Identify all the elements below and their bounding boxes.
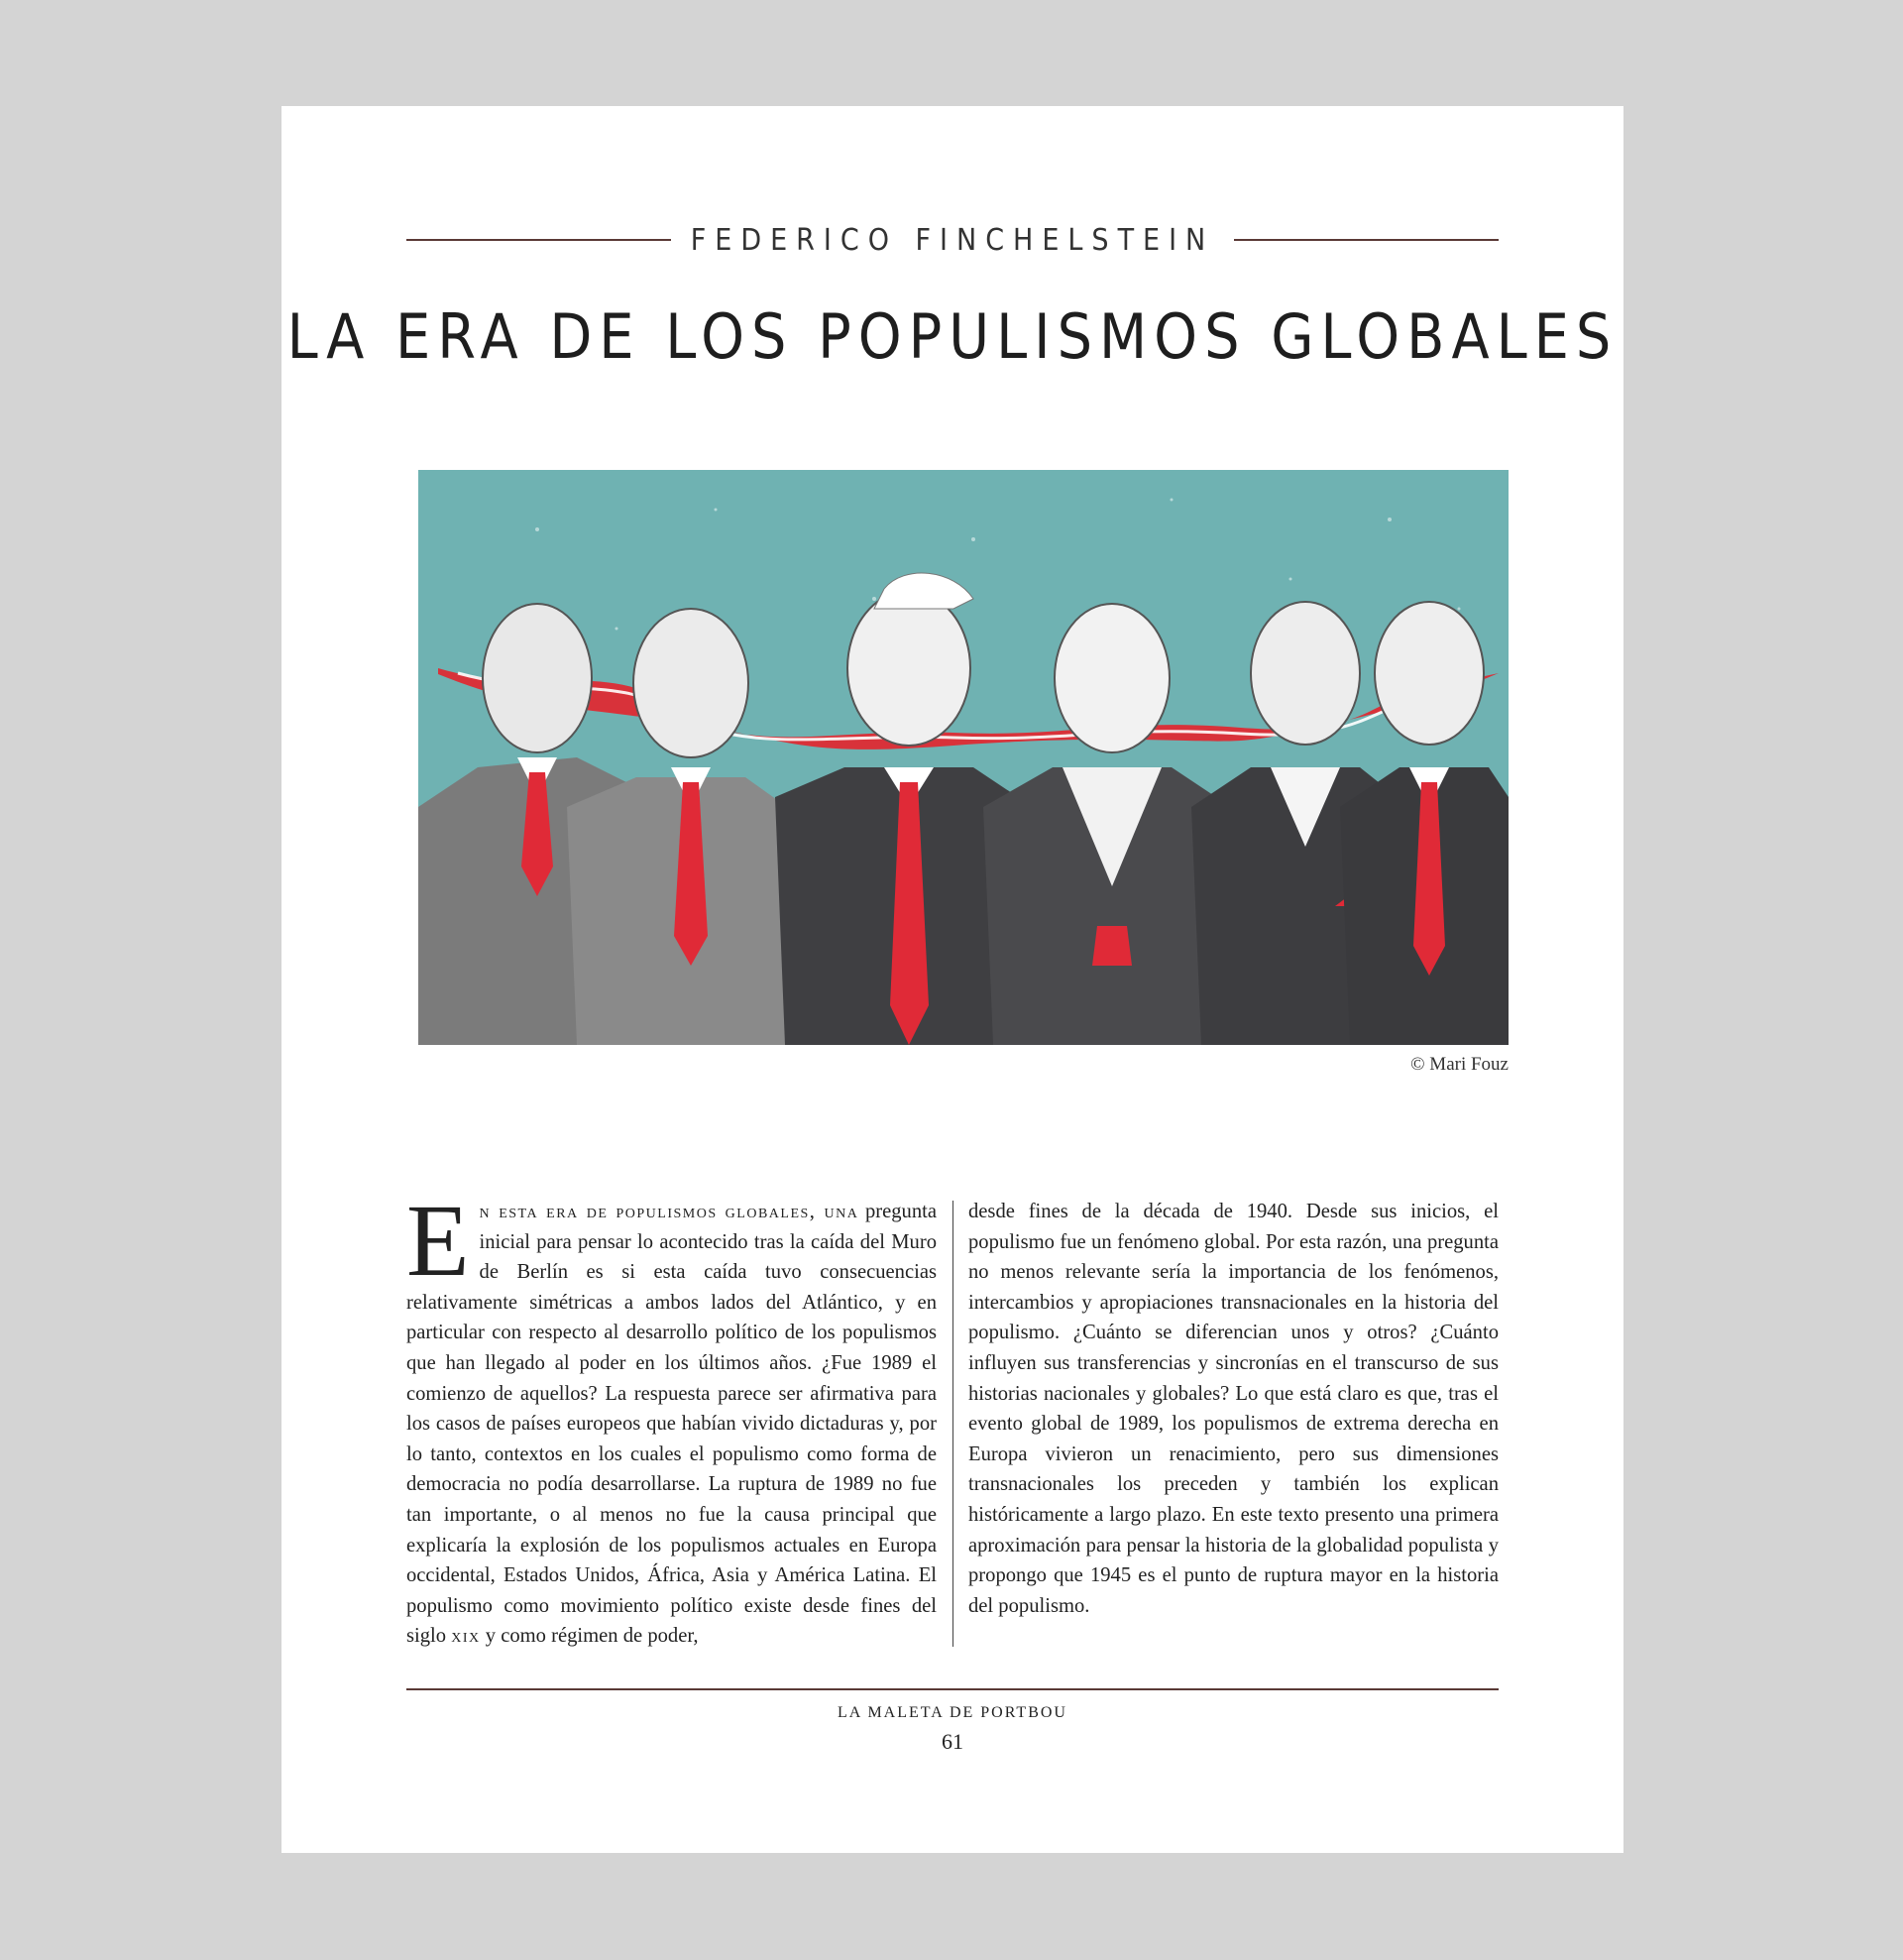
article-paragraph-left xyxy=(406,1184,937,1652)
drop-cap: E xyxy=(406,1184,470,1298)
author-rule-left xyxy=(406,239,671,241)
right-column-text: desde fines de la década de 1940. Desde sus inicios, el populismo fue un fenómeno global. Por esta razón, una pregunta no menos relevante sería la importancia de los fenómenos, intercambios y apropiaciones transnacionales en la historia del populismo. ¿Cuánto se diferencian unos y otros? ¿Cuánto influyen sus transferencias y sincronías en el transcurso de sus historias nacionales y globales? Lo que está claro es que, tras el evento global de 1989, los populismos de extrema derecha en Europa vivieron un renacimiento, pero sus dimensiones transnacionales los preceden y también los explican históricamente a largo plazo. En este texto presento una primera aproximación para pensar la historia de la globalidad populista y propongo que 1945 es el punto de ruptura mayor en la historia del populismo. xyxy=(968,1201,1499,1617)
left-column-text: pregunta inicial para pensar lo acontecido tras la caída del Muro de Berlín es si esta caída tuvo consecuencias relativamente simétricas a ambos lados del Atlántico, y en particular con respecto al desarrollo político de los populismos que han llegado al poder en los últimos años. ¿Fue 1989 el comienzo de aquellos? La respuesta parece ser afirmativa para los casos de países europeos que habían vivido dictaduras y, por lo tanto, contextos en los cuales el populismo como forma de democracia no podía desarrollarse. La ruptura de 1989 no fue tan importante, o al menos no fue la causa principal que explicaría la explosión de los populismos actuales en Europa occidental, Estados Unidos, África, Asia y América Latina. El populismo como movimiento político existe desde fines del siglo xyxy=(406,1201,937,1648)
magazine-page xyxy=(281,106,1623,1853)
footer-rule xyxy=(406,1688,1499,1690)
magazine-name: LA MALETA DE PORTBOU xyxy=(838,1704,1067,1721)
illustration-drawing xyxy=(418,470,1509,1045)
author-name: FEDERICO FINCHELSTEIN xyxy=(690,222,1215,258)
column-divider xyxy=(952,1201,953,1647)
page-number: 61 xyxy=(942,1729,963,1754)
author-row xyxy=(406,215,1499,265)
article-column-right xyxy=(968,1197,1499,1621)
figure-6 xyxy=(1340,602,1509,1045)
article-title: LA ERA DE LOS POPULISMOS GLOBALES xyxy=(286,300,1619,373)
left-column-end: y como régimen de poder, xyxy=(485,1625,699,1648)
article-column-left xyxy=(406,1184,937,1652)
illustration xyxy=(418,470,1509,1045)
illustration-credit: © Mari Fouz xyxy=(1410,1054,1509,1075)
century-numeral: xix xyxy=(451,1625,481,1648)
author-rule-right xyxy=(1234,239,1499,241)
lead-in: n esta era de populismos globales, una xyxy=(479,1201,859,1222)
